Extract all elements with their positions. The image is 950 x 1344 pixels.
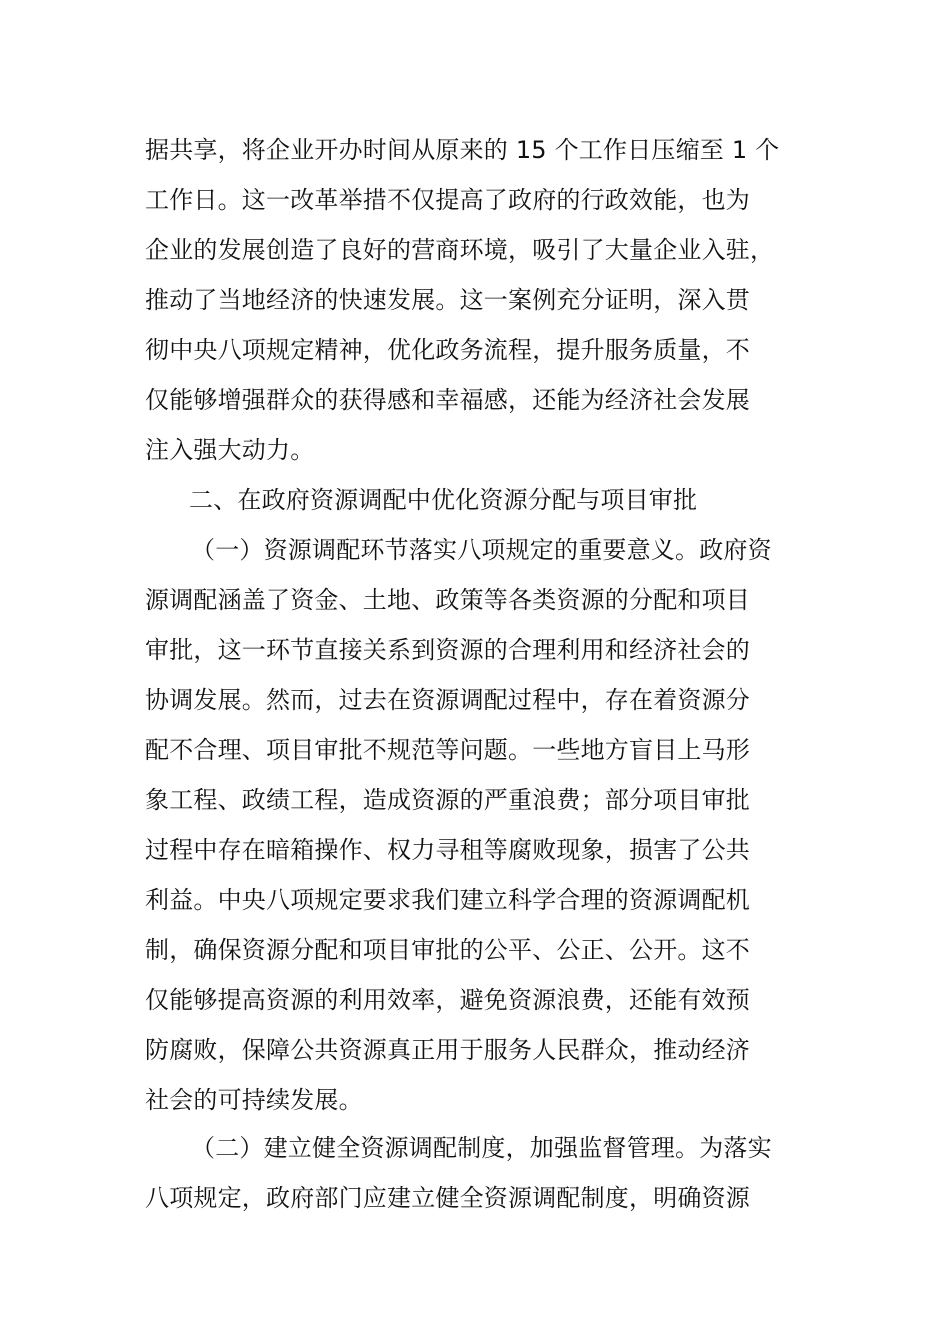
paragraph-line: 配不合理、项目审批不规范等问题。一些地方盲目上马形 — [145, 736, 750, 764]
paragraph-line: 源调配涵盖了资金、土地、政策等各类资源的分配和项目 — [145, 586, 750, 614]
paragraph-line: 利益。中央八项规定要求我们建立科学合理的资源调配机 — [145, 886, 750, 914]
paragraph-line: 过程中存在暗箱操作、权力寻租等腐败现象，损害了公共 — [145, 836, 750, 864]
paragraph-line: 制，确保资源分配和项目审批的公平、公正、公开。这不 — [145, 936, 750, 964]
paragraph-line: 企业的发展创造了良好的营商环境，吸引了大量企业入驻， — [145, 236, 775, 264]
paragraph-case-conclusion — [145, 125, 810, 475]
paragraph-line: 审批，这一环节直接关系到资源的合理利用和经济社会的 — [145, 636, 750, 664]
section-heading: 二、在政府资源调配中优化资源分配与项目审批 — [189, 486, 698, 514]
paragraph-line: 协调发展。然而，过去在资源调配过程中，存在着资源分 — [145, 686, 750, 714]
paragraph-line: （二）建立健全资源调配制度，加强监督管理。为落实 — [191, 1134, 772, 1162]
paragraph-line: 彻中央八项规定精神，优化政务流程，提升服务质量，不 — [145, 336, 750, 364]
paragraph-line: 据共享，将企业开办时间从原来的 15 个工作日压缩至 1 个 — [145, 136, 780, 164]
paragraph-line: （一）资源调配环节落实八项规定的重要意义。政府资 — [191, 536, 772, 564]
paragraph-line: 防腐败，保障公共资源真正用于服务人民群众，推动经济 — [145, 1036, 750, 1064]
paragraph-line: 象工程、政绩工程，造成资源的严重浪费；部分项目审批 — [145, 786, 750, 814]
section-heading-2 — [145, 475, 810, 525]
paragraph-subsection-2 — [145, 1123, 810, 1223]
paragraph-line: 注入强大动力。 — [145, 436, 315, 464]
paragraph-subsection-1 — [145, 525, 810, 1125]
paragraph-line: 仅能够增强群众的获得感和幸福感，还能为经济社会发展 — [145, 386, 750, 414]
paragraph-line: 社会的可持续发展。 — [145, 1086, 363, 1114]
paragraph-line: 工作日。这一改革举措不仅提高了政府的行政效能，也为 — [145, 186, 750, 214]
paragraph-line: 八项规定，政府部门应建立健全资源调配制度，明确资源 — [145, 1184, 750, 1212]
paragraph-line: 推动了当地经济的快速发展。这一案例充分证明，深入贯 — [145, 286, 750, 314]
paragraph-line: 仅能够提高资源的利用效率，避免资源浪费，还能有效预 — [145, 986, 750, 1014]
